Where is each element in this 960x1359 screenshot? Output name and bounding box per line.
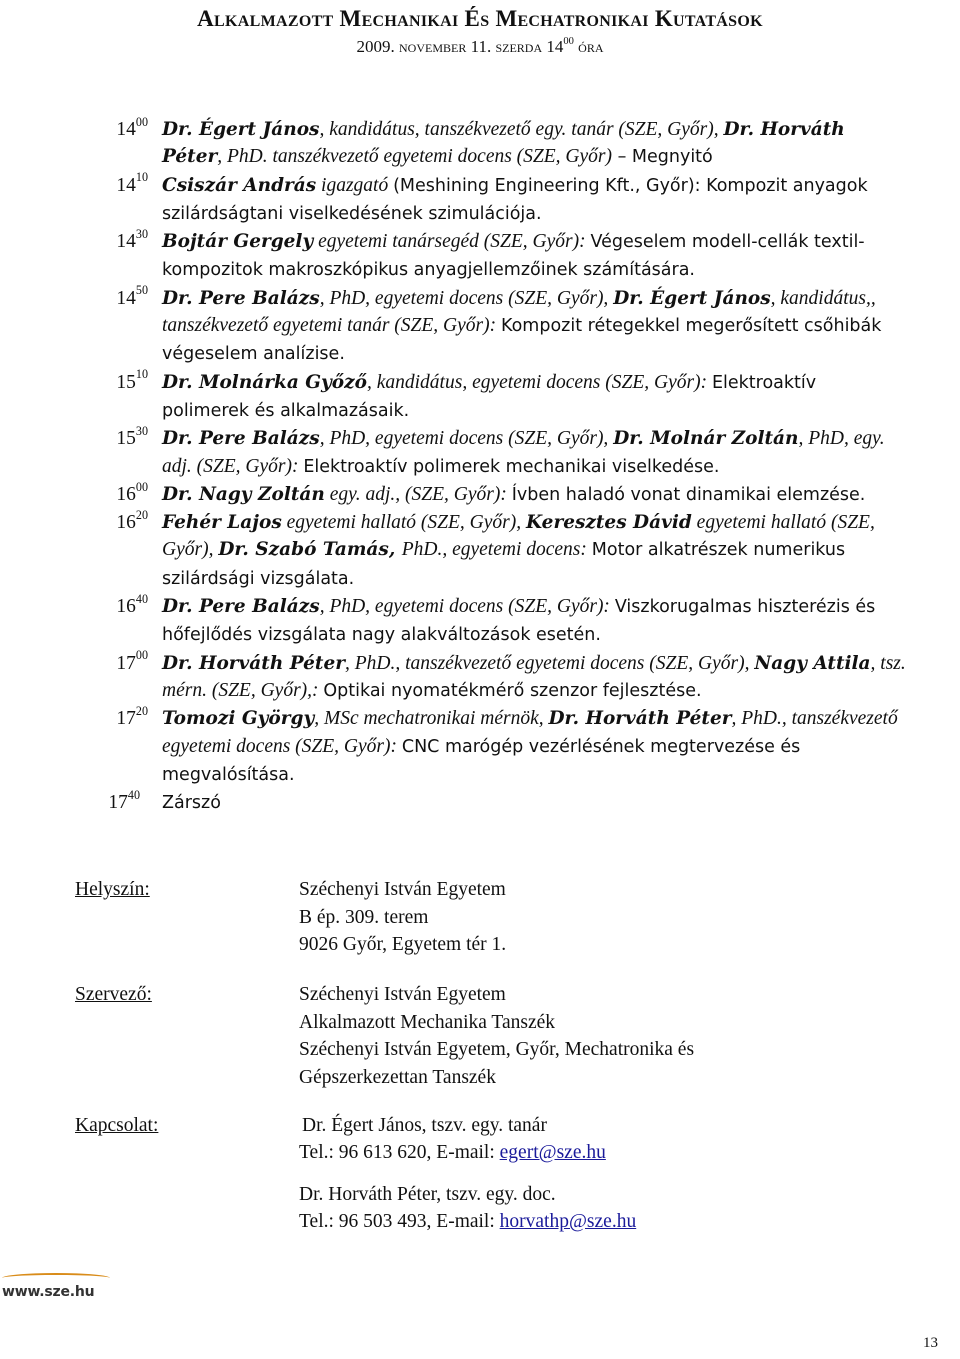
program-item [58,228,908,285]
talk-text: Végeselem modell-cellák textil-kompozitok makroszkópikus anyagjellemzőinek számítására. [162,232,865,281]
speaker-name: Dr. Pere Balázs [162,596,320,618]
program-item [58,481,908,509]
program-entry [162,650,908,706]
speaker-name: Dr. Szabó Tamás, [218,539,402,561]
location-details [299,876,506,959]
logo-swoosh-icon [2,1273,110,1283]
speaker-name: Dr. Égert János [162,119,320,140]
program-item [58,509,908,593]
talk-text: Kompozit rétegekkel megerősített csőhibák végeselem analízise. [162,316,882,365]
organizer-line: Gépszerkezettan Tanszék [299,1066,496,1088]
document-header [0,4,960,58]
speaker-title: egyetemi tanársegéd (SZE, Győr): [313,231,591,253]
speaker-title: egyetemi hallató (SZE, Győr), [281,512,526,534]
speaker-title: egy. adj., (SZE, Győr): [324,483,512,505]
contact-label: Kapcsolat: [75,1115,159,1136]
organizer-line: Alkalmazott Mechanika Tanszék [299,1011,556,1033]
contact1-name: Dr. Égert János, tszv. egy. tanár [302,1115,547,1136]
speaker-title: , MSc mechatronikai mérnök, [314,708,549,730]
program-item [58,705,908,789]
speaker-title: , PhD, egyetemi docens (SZE, Győr), [319,428,614,450]
speaker-title: , PhD. tanszékvezető egyetemi docens (SZE, Győr) [217,146,613,168]
speaker-name: Dr. Égert János [613,287,771,309]
program-item [58,116,908,172]
document-date: 2009. november 11. szerda $14^{00}$ óra [356,35,604,56]
program-entry [162,509,908,593]
program-time: $15^{30}$ [116,423,148,450]
speaker-name: Csiszár András [162,174,317,196]
program-entry [162,369,908,426]
program-time: $16^{00}$ [116,479,148,505]
page-number: 13 [923,1335,938,1351]
speaker-name: Dr. Horváth Péter [162,652,345,674]
program-time: $17^{20}$ [116,703,148,730]
speaker-title: igazgató [316,174,394,196]
speaker-name: Dr. Horváth Péter [548,708,732,730]
site-logo[interactable]: www.sze.hu [2,1284,94,1300]
program-time: $15^{10}$ [116,367,148,393]
talk-text: Elektroaktív polimerek mechanikai viselkedése. [303,456,720,477]
talk-text: Elektroaktív polimerek és alkalmazásaik. [162,372,817,421]
organizer-label: Szervező: [75,984,152,1005]
program-item [58,369,908,426]
speaker-name: Dr. Horváth Péter [162,119,845,168]
location-line: Széchenyi István Egyetem [299,879,506,900]
speaker-title: , kandidátus,, tanszékvezető egyetemi tanár (SZE, Győr): [162,287,876,337]
program-item [58,285,908,369]
contact2-line: Tel.: 96 503 493, E-mail: horvathp@sze.hu [299,1211,637,1232]
program-time: $14^{00}$ [116,114,148,140]
organizer-line: Széchenyi István Egyetem, Győr, Mechatronika és [299,1039,695,1060]
speaker-title: , PhD, egyetemi docens (SZE, Győr): [319,596,615,618]
program-item [58,593,908,650]
talk-text: CNC marógép vezérlésének megtervezése és megvalósítása. [162,736,801,785]
speaker-title: , PhD, egyetemi docens (SZE, Győr), [319,287,614,309]
talk-text: Motor alkatrészek numerikus szilárdsági vizsgálata. [162,540,846,589]
program-entry [162,425,908,481]
speaker-title: , PhD., tanszékvezető egyetemi docens (SZE, Győr), [344,652,755,674]
program-entry [162,789,908,817]
speaker-title: , PhD, egy. adj. (SZE, Győr): [162,428,885,477]
talk-text: – Megnyitó [612,147,713,168]
talk-text: (Meshining Engineering Kft., Győr): Kompozit anyagok szilárdságtani viselkedésének szimulációja. [162,175,868,224]
program-entry [162,593,908,650]
program-time: $16^{40}$ [116,591,148,618]
location-line: 9026 Győr, Egyetem tér 1. [299,934,507,955]
speaker-name: Dr. Nagy Zoltán [162,483,325,505]
program-entry [162,116,908,172]
program-entry [162,705,908,789]
program-time: $14^{50}$ [116,283,148,309]
talk-text: Optikai nyomatékmérő szenzor fejlesztése. [323,680,702,701]
contact2-email-link[interactable]: horvathp@sze.hu [499,1211,637,1232]
location-label: Helyszín: [75,879,150,900]
speaker-name: Nagy Attila [754,652,871,674]
program-item [58,789,908,817]
document-title: Alkalmazott Mechanikai És Mechatronikai Kutatások [197,6,763,31]
program-time: $16^{20}$ [116,507,148,534]
contact2-name: Dr. Horváth Péter, tszv. egy. doc. [299,1184,556,1205]
speaker-title: egyetemi hallató (SZE, Győr), [162,512,875,561]
speaker-title: , PhD., tanszékvezető egyetemi docens (SZE, Győr): [162,708,898,757]
contact1-email-link[interactable]: egert@sze.hu [499,1142,606,1163]
program-entry [162,172,908,229]
organizer-details [299,981,694,1091]
program-entry [162,228,908,285]
speaker-title: , tsz. mérn. (SZE, Győr),: [162,652,906,701]
speaker-name: Dr. Pere Balázs [162,428,320,450]
program-time: $14^{10}$ [116,170,148,196]
program-entry [162,481,908,509]
talk-text: Viszkorugalmas hiszterézis és hőfejlődés vizsgálata nagy alakváltozások esetén. [162,597,876,646]
program-item [58,172,908,229]
speaker-name: Fehér Lajos [162,512,282,534]
program-item [58,425,908,481]
program-list [58,116,908,817]
speaker-title: , kandidátus, tanszékvezető egy. tanár (SZE, Győr), [319,119,724,140]
speaker-name: Dr. Pere Balázs [162,287,320,309]
contact1-line: Tel.: 96 613 620, E-mail: egert@sze.hu [299,1142,606,1163]
speaker-name: Dr. Molnár Zoltán [613,428,799,450]
speaker-name: Keresztes Dávid [526,512,692,534]
talk-text: Ívben haladó vonat dinamikai elemzése. [511,484,866,505]
speaker-title: , kandidátus, egyetemi docens (SZE, Győr): [366,371,712,393]
organizer-line: Széchenyi István Egyetem [299,984,506,1005]
program-time: $14^{30}$ [116,226,148,253]
speaker-title: PhD., egyetemi docens: [401,539,592,561]
program-item [58,650,908,706]
speaker-name: Bojtár Gergely [162,231,314,253]
program-time: $17^{00}$ [116,648,148,674]
location-line: B ép. 309. terem [299,906,429,928]
speaker-name: Dr. Molnárka Győző [162,371,367,393]
talk-text: Zárszó [162,793,221,814]
program-entry [162,285,908,369]
speaker-name: Tomozi György [162,708,315,730]
program-time: $17^{40}$ [108,787,140,814]
